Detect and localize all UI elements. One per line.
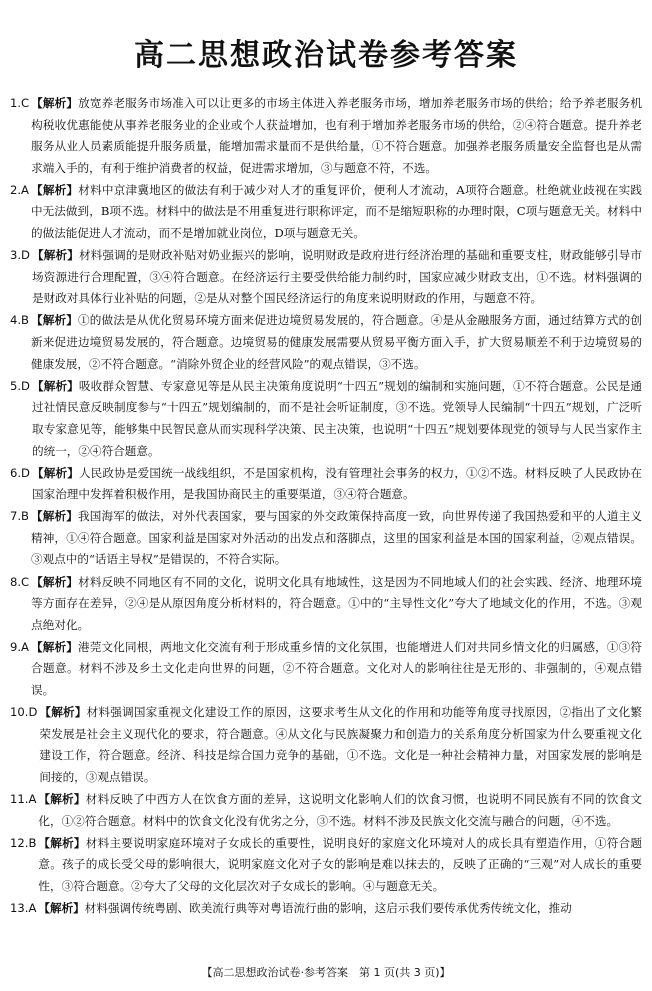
answer-text bbox=[39, 702, 642, 788]
answer-item bbox=[10, 702, 642, 788]
answer-number: 2.A bbox=[10, 182, 29, 197]
answer-number: 11.A bbox=[10, 792, 37, 806]
answer-text bbox=[31, 637, 642, 702]
analysis-body: 我国海军的做法，对外代表国家，要与国家的外交政策保持高度一致，向世界传递了我国热爱和平的人道主义精神，①④符合题意。国家利益是国家对外活动的出发点和落脚点，这里的国家利益是本国的国家利益，②观点错误。③观点中的“话语主导权”是错误的，不符合实际。 bbox=[31, 509, 642, 567]
answer-item bbox=[10, 463, 642, 506]
answer-item bbox=[10, 93, 642, 179]
answer-text bbox=[31, 572, 642, 637]
analysis-tag: 【解析】 bbox=[31, 574, 79, 589]
answer-item bbox=[10, 245, 642, 310]
analysis-tag: 【解析】 bbox=[38, 835, 86, 850]
analysis-body: 材料中京津冀地区的做法有利于减少对人才的重复评价，便利人才流动，A项符合题意。杜绝就业歧视在实践中无法做到，B项不选。材料中的做法是不用重复进行职称评定，而不是缩短职称的办理时限，C项与题意无关。材料中的做法能促进人才流动，而不是增加就业岗位，D项与题意无关。 bbox=[31, 182, 642, 241]
page-footer: 【高二思想政治试卷·参考答案 第 1 页(共 3 页)】 bbox=[201, 966, 451, 979]
analysis-tag: 【解析】 bbox=[31, 313, 79, 328]
analysis-tag: 【解析】 bbox=[31, 182, 79, 197]
answer-number: 1.C bbox=[10, 96, 30, 110]
answer-number: 3.D bbox=[10, 248, 30, 263]
answer-number: 5.D bbox=[10, 378, 30, 393]
analysis-body: 材料反映不同地区有不同的文化，说明文化具有地域性，这是因为不同地域人们的社会实践、经济、地理环境等方面存在差异，②④是从原因角度分析材料的，符合题意。①中的“主导性文化”夸大了地域文化的作用，不选。③观点绝对化。 bbox=[31, 574, 642, 632]
analysis-body: 吸收群众智慧、专家意见等是从民主决策角度说明“十四五”规划的编制和实施问题，①不符合题意。公民是通过社情民意反映制度参与“十四五”规划编制的，而不是社会听证制度，③不选。党领导人民编制“十四五”规划，广泛听取专家意见等，能够集中民智民意从而实现科学决策、民主决策，也说明“十四五”规划要体现党的领导与人民当家作主的统一，②④符合题意。 bbox=[32, 378, 642, 458]
answer-item bbox=[10, 898, 642, 920]
analysis-body: 材料强调传统粤剧、欧美流行典等对粤语流行曲的影响，这启示我们要传承优秀传统文化，推动 bbox=[84, 900, 572, 915]
answer-text bbox=[31, 310, 642, 375]
analysis-tag: 【解析】 bbox=[31, 639, 79, 654]
analysis-body: 人民政协是爱国统一战线组织，不是国家机构，没有管理社会事务的权力，①②不选。材料反映了人民政协在国家治理中发挥着积极作用，是我国协商民主的重要渠道，③④符合题意。 bbox=[32, 465, 642, 502]
answer-number: 12.B bbox=[10, 835, 37, 850]
answer-text bbox=[38, 789, 642, 832]
answer-number: 10.D bbox=[10, 705, 38, 720]
answer-item bbox=[10, 572, 642, 637]
answer-number: 13.A bbox=[10, 900, 37, 915]
answer-number: 9.A bbox=[10, 639, 29, 654]
analysis-body: 材料主要说明家庭环境对子女成长的重要性，说明良好的家庭文化环境对人的成长具有塑造作用，①符合题意。孩子的成长受父母的影响很大，说明家庭文化对子女的影响是难以抹去的，反映了正确的“三观”对人成长的重要性，③符合题意。②夸大了父母的文化层次对子女成长的影响。④与题意无关。 bbox=[38, 835, 642, 893]
answer-item bbox=[10, 833, 642, 898]
analysis-body: 材料强调的是财政补贴对奶业振兴的影响，说明财政是政府进行经济治理的基础和重要支柱，财政能够引导市场资源进行合理配置，③④符合题意。在经济运行主要受供给能力制约时，国家应减少财政支出，①不选。材料强调的是财政对具体行业补贴的问题，②是从对整个国民经济运行的角度来说明财政的作用，与题意不符。 bbox=[32, 248, 642, 306]
analysis-tag: 【解析】 bbox=[31, 509, 79, 524]
answer-number: 4.B bbox=[10, 313, 30, 328]
analysis-body: 港莞文化同根，两地文化交流有利于形成重乡情的文化氛围，也能增进人们对共同乡情文化的归属感，①③符合题意。材料不涉及乡土文化走向世界的问题，②不符合题意。文化对人的影响往往是无形的、非强制的，④观点错误。 bbox=[31, 639, 642, 698]
answer-text bbox=[38, 898, 642, 920]
answer-item bbox=[10, 310, 642, 375]
analysis-body: 材料反映了中西方人在饮食方面的差异，这说明文化影响人们的饮食习惯，也说明不同民族有不同的饮食文化，①②符合题意。材料中的饮食文化没有优劣之分，③不选。材料不涉及民族文化交流与融合的问题，④不选。 bbox=[38, 792, 642, 828]
answer-item bbox=[10, 376, 642, 462]
answer-text bbox=[38, 833, 642, 898]
analysis-tag: 【解析】 bbox=[31, 96, 79, 110]
answer-text bbox=[31, 180, 642, 245]
analysis-tag: 【解析】 bbox=[32, 465, 79, 480]
analysis-body: 材料强调国家重视文化建设工作的原因，这要求考生从文化的作用和功能等角度寻找原因，②指出了文化繁荣发展是社会主义现代化的要求，符合题意。④从文化与民族凝聚力和创造力的关系角度分析国家为什么要重视文化建设工作，符合题意。经济、科技是综合国力竞争的基础，①不选。文化是一种社会精神力量，对国家发展的影响是间接的，③观点错误。 bbox=[39, 705, 642, 784]
answer-item bbox=[10, 506, 642, 571]
analysis-tag: 【解析】 bbox=[38, 792, 86, 806]
answer-text bbox=[32, 463, 642, 506]
analysis-tag: 【解析】 bbox=[32, 378, 79, 393]
answer-number: 8.C bbox=[10, 574, 30, 589]
answer-item bbox=[10, 637, 642, 702]
answer-text bbox=[32, 245, 642, 310]
answer-item bbox=[10, 789, 642, 832]
analysis-tag: 【解析】 bbox=[32, 248, 79, 263]
answer-text bbox=[31, 506, 642, 571]
answer-text bbox=[32, 376, 642, 462]
answer-text bbox=[31, 93, 642, 179]
answer-list bbox=[10, 93, 642, 920]
page-title: 高二思想政治试卷参考答案 bbox=[134, 38, 518, 73]
analysis-body: 放宽养老服务市场准入可以让更多的市场主体进入养老服务市场，增加养老服务市场的供给；给予养老服务机构税收优惠能使从事养老服务业的企业或个人获益增加，也有利于增加养老服务市场的供给，②④符合题意。提升养老服务从业人员素质能提升服务质量，能增加需求量而不是供给量，①不符合题意。加强养老服务质量安全监督也是从需求端入手的，有利于维护消费者的权益，促进需求增加，③与题意不符，不选。 bbox=[31, 96, 642, 175]
analysis-body: ①的做法是从优化贸易环境方面来促进边境贸易发展的，符合题意。④是从金融服务方面，通过结算方式的创新来促进边境贸易发展的，符合题意。边境贸易的健康发展需要从贸易平衡方面入手，扩大贸易顺差不利于边境贸易的健康发展，②不符合题意。“消除外贸企业的经营风险”的观点错误，③不选。 bbox=[31, 313, 642, 371]
analysis-tag: 【解析】 bbox=[39, 705, 87, 720]
analysis-tag: 【解析】 bbox=[38, 900, 85, 915]
answer-number: 6.D bbox=[10, 465, 30, 480]
answer-item bbox=[10, 180, 642, 245]
answer-number: 7.B bbox=[10, 509, 30, 524]
